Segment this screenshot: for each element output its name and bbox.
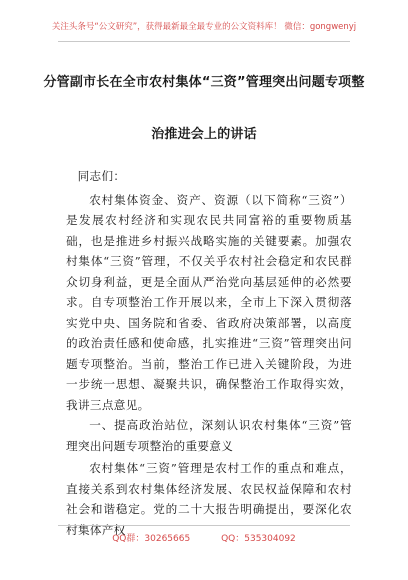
section-heading: 一、提高政治站位，深刻认识农村集体“三资”管理突出问题专项整治的重要意义 bbox=[66, 418, 352, 453]
document-title-line-1: 分管副市长在全市农村集体“三资”管理突出问题专项整 bbox=[43, 75, 365, 90]
header-banner: 关注头条号“公文研究”，获得最新最全最专业的公文资料库！ 微信：gongwenyj bbox=[51, 22, 357, 32]
footer-qq: QQ：535304092 bbox=[221, 534, 296, 544]
document-body bbox=[66, 166, 352, 540]
footer-contact bbox=[0, 531, 408, 544]
body-paragraph: 农村集体“三资”管理是农村工作的重点和难点，直接关系到农村集体经济发展、农民权益保障和农村社会和谐稳定。党的二十大报告明确提出，要深化农村集体产权 bbox=[66, 461, 352, 537]
footer-qq-group: QQ群：30265665 bbox=[112, 534, 191, 544]
document-title-line-2: 治推进会上的讲话 bbox=[151, 127, 257, 142]
header-divider bbox=[58, 41, 350, 42]
footer-divider bbox=[58, 525, 350, 526]
salutation: 同志们： bbox=[77, 169, 126, 183]
body-paragraph: 农村集体资金、资产、资源（以下简称“三资”）是发展农村经济和实现农民共同富裕的重要物质基础，也是推进乡村振兴战略实施的关键要素。加强农村集体“三资”管理，不仅关乎农村社会稳定和农民群众切身利益，更是全面从严治党向基层延伸的必然要求。自专项整治工作开展以来，全市上下深入贯彻落实党中央、国务院和省委、省政府决策部署，以高度的政治责任感和使命感，扎实推进“三资”管理突出问题专项整治。当前，整治工作已进入关键阶段，为进一步统一思想、凝聚共识，确保整治工作取得实效，我讲三点意见。 bbox=[66, 192, 352, 412]
